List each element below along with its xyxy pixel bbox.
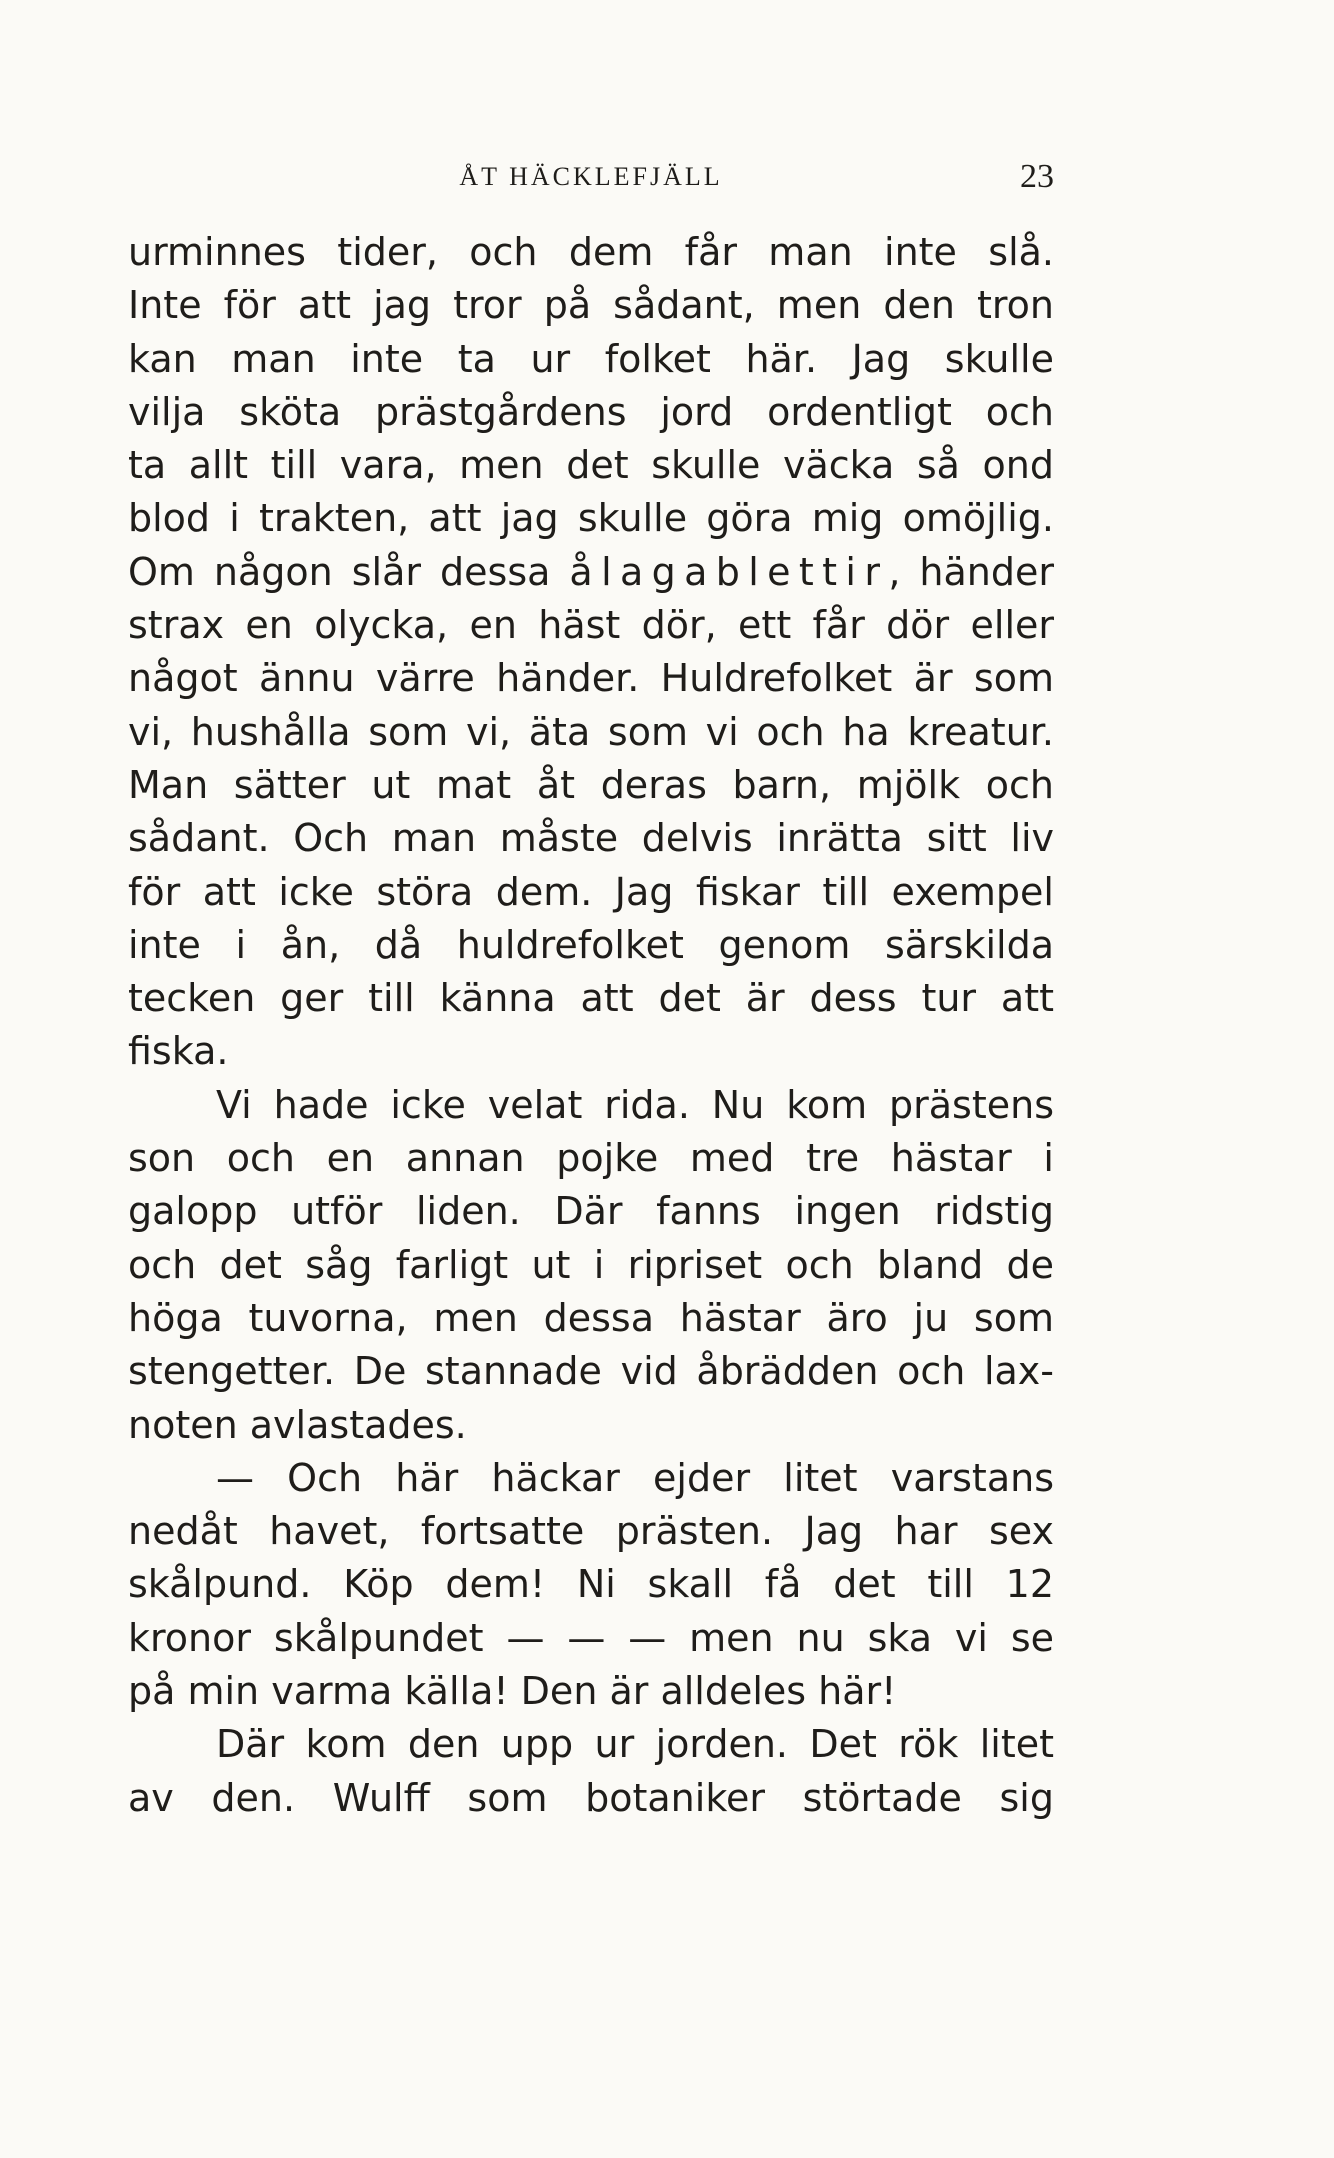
text-line: Man sätter ut mat åt deras barn, mjölk och (128, 762, 1054, 807)
text-line: kan man inte ta ur folket här. Jag skulle (128, 336, 1054, 381)
running-head (128, 158, 1054, 208)
text-line: strax en olycka, en häst dör, ett får dör eller (128, 603, 1054, 648)
text-line: skålpund. Köp dem! Ni skall få det till 12 (128, 1562, 1054, 1607)
text-line: något ännu värre händer. Huldrefolket är som (128, 656, 1054, 701)
text-line: Där kom den upp ur jorden. Det rök litet (216, 1722, 1054, 1767)
text-line: galopp utför liden. Där fanns ingen ridstig (128, 1189, 1054, 1234)
page-number: 23 (1020, 158, 1054, 195)
text-segment: , händer (888, 549, 1054, 594)
body-text (128, 226, 1054, 1825)
text-line: av den. Wulff som botaniker störtade sig (128, 1775, 1054, 1820)
text-line (128, 546, 1054, 599)
text-segment: Om någon slår dessa (128, 549, 570, 594)
text-line: nedåt havet, fortsatte prästen. Jag har sex (128, 1509, 1054, 1554)
text-line: på min varma källa! Den är alldeles här! (128, 1669, 897, 1714)
text-line: — Och här häckar ejder litet varstans (216, 1455, 1054, 1500)
text-line: vi, hushålla som vi, äta som vi och ha kreatur. (128, 709, 1054, 754)
text-line: kronor skålpundet — — — men nu ska vi se (128, 1615, 1054, 1660)
text-line: höga tuvorna, men dessa hästar äro ju som (128, 1295, 1054, 1340)
text-line: sådant. Och man måste delvis inrätta sitt liv (128, 816, 1054, 861)
text-line: blod i trakten, att jag skulle göra mig omöjlig. (128, 496, 1054, 541)
text-line: stengetter. De stannade vid åbrädden och lax- (128, 1349, 1054, 1394)
text-line: noten avlastades. (128, 1402, 467, 1447)
text-line: tecken ger till känna att det är dess tur att (128, 976, 1054, 1021)
text-line: och det såg farligt ut i ripriset och bland de (128, 1242, 1054, 1287)
spaced-word: ålagablettir (569, 549, 889, 594)
running-title: ÅT HÄCKLEFJÄLL (459, 162, 723, 191)
text-line: son och en annan pojke med tre hästar i (128, 1136, 1054, 1181)
text-line: fiska. (128, 1029, 229, 1074)
text-line: urminnes tider, och dem får man inte slå. (128, 230, 1054, 274)
text-line: för att icke störa dem. Jag fiskar till exempel (128, 869, 1054, 914)
text-line: inte i ån, då huldrefolket genom särskilda (128, 922, 1054, 967)
text-line: ta allt till vara, men det skulle väcka så ond (128, 443, 1054, 488)
text-line: Inte för att jag tror på sådant, men den tron (128, 283, 1054, 328)
text-line: Vi hade icke velat rida. Nu kom prästens (216, 1082, 1054, 1127)
text-line: vilja sköta prästgårdens jord ordentligt och (128, 389, 1054, 434)
